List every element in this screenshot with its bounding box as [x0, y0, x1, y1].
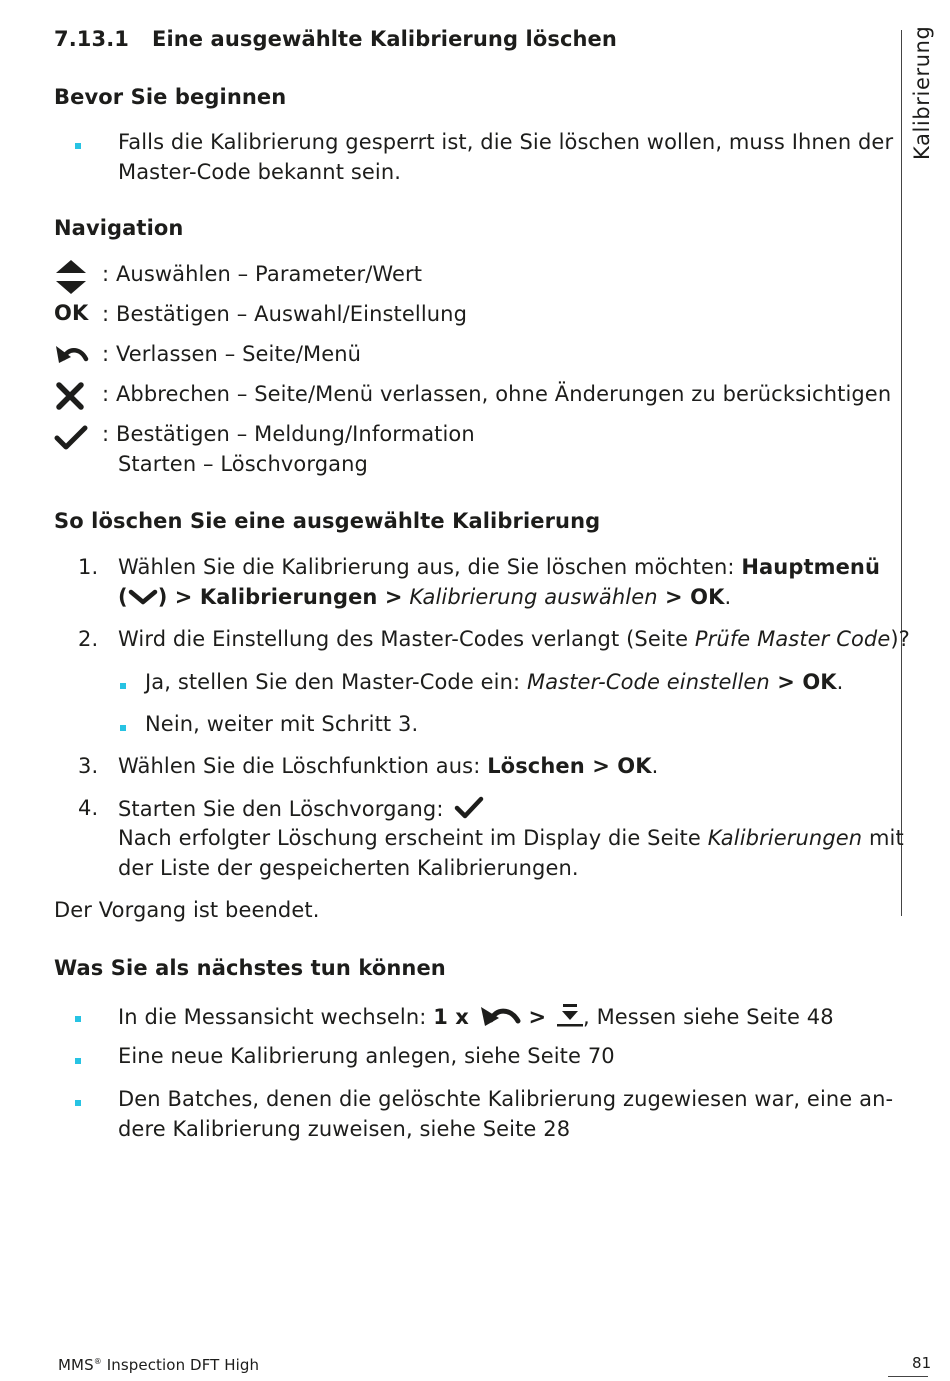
step3-line — [118, 754, 658, 778]
done-text: Der Vorgang ist beendet. — [54, 898, 320, 922]
before-bullet-line1: Falls die Kalibrierung gesperrt ist, die Sie löschen wollen, muss Ihnen der — [118, 130, 894, 154]
nav-check-text2: Starten – Löschvorgang — [118, 452, 368, 476]
step4-line1 — [118, 796, 484, 821]
step4-calibrations: Kalibrierungen — [707, 826, 863, 850]
next-item3-line1: Den Batches, denen die gelöschte Kalibrierung zugewiesen war, eine an- — [118, 1087, 894, 1111]
before-bullet-line2: Master-Code bekannt sein. — [118, 160, 402, 184]
step2-number: 2. — [78, 627, 99, 651]
checkmark-icon — [454, 796, 484, 820]
step1-line2 — [118, 585, 731, 609]
step1-ok: > OK — [657, 585, 725, 609]
side-label: Kalibrierung — [910, 25, 934, 160]
step4-number: 4. — [78, 796, 99, 820]
bullet-square — [75, 143, 81, 149]
nav-leave-text: : Verlassen – Seite/Menü — [102, 342, 362, 366]
howto-heading: So löschen Sie eine ausgewählte Kalibrierung — [54, 509, 601, 533]
section-title: Eine ausgewählte Kalibrierung löschen — [152, 27, 617, 51]
back-arrow-icon — [55, 343, 89, 365]
step1-calibrations: ) > Kalibrierungen > — [157, 585, 403, 609]
step4-with: mit — [862, 826, 904, 850]
step3-number: 3. — [78, 754, 99, 778]
up-down-arrows-icon — [56, 260, 86, 294]
step1-select-calibration: Kalibrierung auswählen — [409, 585, 658, 609]
side-rule — [901, 30, 902, 916]
step3-text: Wählen Sie die Löschfunktion aus: — [118, 754, 488, 778]
step1-period: . — [724, 585, 732, 609]
sub1-text: Ja, stellen Sie den Master-Code ein: — [145, 670, 527, 694]
sub1-line — [145, 670, 843, 694]
bullet-square — [75, 1100, 81, 1106]
step3-delete-ok: Löschen > OK — [487, 754, 652, 778]
nav-select-text: : Auswählen – Parameter/Wert — [102, 262, 423, 286]
step1-number: 1. — [78, 555, 99, 579]
bullet-square — [120, 683, 126, 689]
footer-product — [58, 1356, 259, 1374]
bullet-square — [75, 1016, 81, 1022]
footer-rule — [888, 1376, 928, 1377]
measure-icon — [557, 1002, 583, 1028]
sub1-ok: > OK — [769, 670, 837, 694]
navigation-heading: Navigation — [54, 216, 184, 240]
cross-icon — [56, 382, 84, 410]
footer-product-name: Inspection DFT High — [101, 1356, 260, 1374]
nav-confirm-text: : Bestätigen – Auswahl/Einstellung — [102, 302, 468, 326]
footer-registered: ® — [93, 1357, 102, 1366]
step2-end: )? — [890, 627, 910, 651]
step1-text: Wählen Sie die Kalibrierung aus, die Sie löschen möchten: — [118, 555, 742, 579]
step4-text2: Nach erfolgter Löschung erscheint im Display die Seite — [118, 826, 708, 850]
chevron-down-icon — [128, 588, 158, 606]
nav-cancel-text: : Abbrechen – Seite/Menü verlassen, ohne Änderungen zu berücksichtigen — [102, 382, 892, 406]
footer-brand: MMS — [58, 1356, 94, 1374]
step4-text: Starten Sie den Löschvorgang: — [118, 797, 444, 821]
next-item2: Eine neue Kalibrierung anlegen, siehe Seite 70 — [118, 1044, 615, 1068]
section-number: 7.13.1 — [54, 27, 130, 51]
step1-line1 — [118, 555, 880, 579]
next-item1 — [118, 1002, 834, 1029]
next-item3-line2: dere Kalibrierung zuweisen, siehe Seite 28 — [118, 1117, 571, 1141]
next-item1-count: 1 x — [433, 1005, 469, 1029]
back-arrow-icon — [480, 1003, 522, 1027]
step4-line3: der Liste der gespeicherten Kalibrierungen. — [118, 856, 579, 880]
ok-label: OK — [54, 301, 89, 325]
sub1-set-master-code: Master-Code einstellen — [526, 670, 770, 694]
bullet-square — [75, 1058, 81, 1064]
step1-main-menu: Hauptmenü — [741, 555, 881, 579]
checkmark-icon — [54, 425, 88, 451]
step2-line — [118, 627, 910, 651]
next-item1-text: In die Messansicht wechseln: — [118, 1005, 434, 1029]
step2-check-master-code: Prüfe Master Code — [694, 627, 891, 651]
step3-period: . — [651, 754, 659, 778]
page-number: 81 — [912, 1354, 932, 1372]
step2-text: Wird die Einstellung des Master-Codes verlangt (Seite — [118, 627, 695, 651]
before-heading: Bevor Sie beginnen — [54, 85, 287, 109]
nav-check-text: : Bestätigen – Meldung/Information — [102, 422, 475, 446]
step4-line2 — [118, 826, 904, 850]
bullet-square — [120, 725, 126, 731]
next-heading: Was Sie als nächstes tun können — [54, 956, 446, 980]
step1-paren-open: ( — [118, 585, 128, 609]
next-item1-rest: , Messen siehe Seite 48 — [583, 1005, 834, 1029]
next-item1-gt: > — [528, 1005, 547, 1029]
sub1-period: . — [836, 670, 844, 694]
sub2-line: Nein, weiter mit Schritt 3. — [145, 712, 419, 736]
